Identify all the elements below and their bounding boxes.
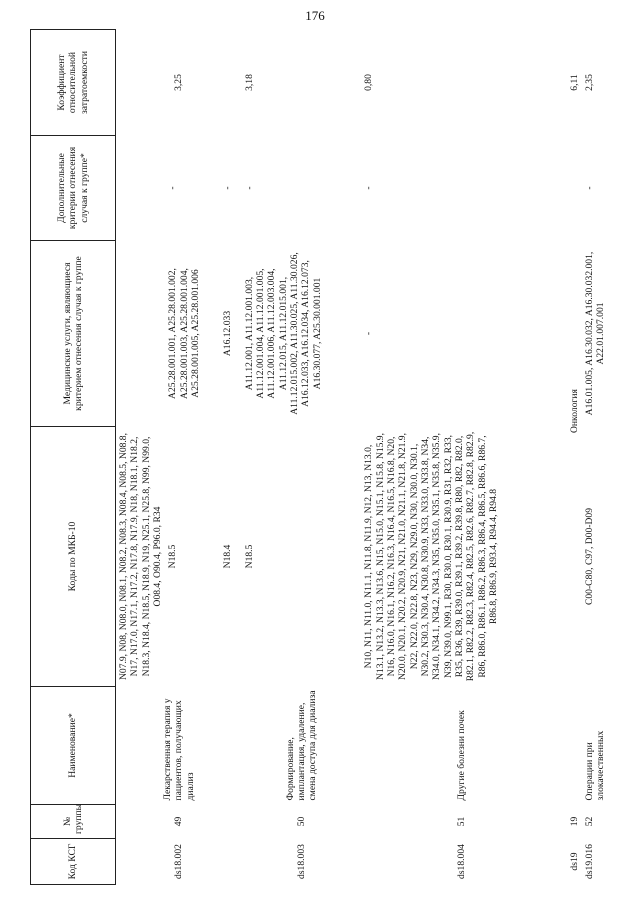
cell-criteria: - bbox=[583, 186, 595, 190]
cell-criteria: - bbox=[221, 186, 233, 190]
header-code: Код КСГ bbox=[31, 839, 116, 885]
cell-coef: 3,18 bbox=[243, 74, 255, 91]
header-name: Наименование* bbox=[31, 687, 116, 805]
header-services: Медицинские услуги, являющиеся критерием отнесения случая к группе bbox=[31, 241, 116, 427]
ksg-table bbox=[30, 29, 620, 885]
header-icd: Коды по МКБ-10 bbox=[31, 427, 116, 687]
cell-services bbox=[116, 241, 166, 427]
cell-name: Операции при злокачественных bbox=[583, 730, 606, 801]
cell-services: - bbox=[363, 331, 375, 336]
cell-icd: C00-C80, C97, D00-D09 bbox=[583, 508, 595, 606]
table-header-row bbox=[31, 30, 116, 885]
cell-name: Лекарственная терапия у пациентов, получающих диализ bbox=[161, 698, 196, 801]
cell-num: 49 bbox=[173, 816, 185, 827]
cell-icd: N10, N11, N11.0, N11.1, N11.8, N11.9, N12, N13, N13.0, N13.1, N13.2, N13.3, N13.6, N15, N15.0, N15.1, N15.8, N15.9, N16, N16.0, N16.1, N16.2, N16.3, N16.4, N16.5, N16.8, N20, N20.0, N20.1, N20.2, N20.9, N21, N21.0, N21.1, N21.8, N21.9, N22, N22.0, N22.8, N23, N29, N29.0, N30, N30.0, N30.1, N30.2, N30.3, N30.4, N30.8, N30.9, N33, N33.0, N33.8, N34, N34.0, N34.1, N34.2, N34.3, N35, N35.0, N35.1, N35.8, N35.9, N39, N39.0, N99.1, R30, R30.0, R30.1, R30.9, R31, R32, R33, R35, R36, R39, R39.0, R39.1, R39.2, R39.8, R80, R82, R82.0, R82.1, R82.2, R82.3, R82.4, R82.5, R82.6, R82.7, R82.8, R82.9, R86, R86.0, R86.1, R86.2, R86.3, R86.4, R86.5, R86.6, R86.7, R86.8, R86.9, R93.4, R94.4, R94.8 bbox=[363, 431, 499, 682]
header-criteria: Дополнительные критерии отнесения случая к группе* bbox=[31, 136, 116, 241]
cell-num: 19 bbox=[569, 816, 581, 827]
cell-icd: N18.5 bbox=[243, 544, 255, 569]
cell-icd: N18.4 bbox=[221, 544, 233, 569]
cell-coef: 6,11 bbox=[569, 74, 581, 91]
cell-num: 51 bbox=[456, 816, 468, 827]
cell-num: 50 bbox=[296, 816, 307, 827]
section-title: Онкология bbox=[569, 389, 581, 433]
cell-code: ds18.002 bbox=[173, 844, 185, 879]
cell-name: Формирование, имплантация, удаление, смена доступа для диализа bbox=[284, 690, 319, 801]
cell-name bbox=[563, 687, 582, 805]
header-num: № группы bbox=[31, 805, 116, 839]
cell-criteria: - bbox=[167, 186, 179, 190]
cell-coef: 3,25 bbox=[173, 74, 185, 91]
cell-code: ds19 bbox=[569, 852, 581, 871]
table-row-51 bbox=[361, 30, 562, 885]
cell-name: Другие болезни почек bbox=[456, 710, 468, 801]
cell-services: A25.28.001.001, A25.28.001.002, A25.28.001.003, A25.28.001.004, A25.28.001.005, A25.28.001.006 bbox=[167, 268, 201, 399]
cell-num: 52 bbox=[583, 816, 595, 827]
rotated-page bbox=[30, 30, 620, 885]
cell-icd: N07.9, N08, N08.0, N08.1, N08.2, N08.3, N08.4, N08.5, N08.8, N17, N17.0, N17.1, N17.2, N17.8, N17.9, N18, N18.1, N18.2, N18.3, N18.4, N18.5, N18.9, N19, N25.1, N25.8, N99, N99.0, O08.4, O90.4, P96.0, R34 bbox=[118, 432, 163, 681]
table-row-52 bbox=[582, 30, 620, 885]
cell-code: ds19.016 bbox=[583, 844, 595, 879]
table-row-50 bbox=[242, 30, 362, 885]
table-row-49 bbox=[116, 30, 166, 885]
cell-code: ds18.003 bbox=[296, 844, 307, 879]
cell-icd: N18.5 bbox=[167, 544, 179, 569]
header-coef: Коэффициент относительной затратоемкости bbox=[31, 30, 116, 136]
cell-criteria: - bbox=[243, 186, 255, 190]
cell-services: A11.12.001, A11.12.001.003, A11.12.001.004, A11.12.001.005, A11.12.001.006, A11.12.003.004, A11.12.015, A11.12.015.001, A11.12.015.002, A11.30.025, A11.30.026, A16.12.033, A16.12.034, A16.12.073, A16.30.077, A25.30.001.001 bbox=[243, 252, 323, 415]
cell-coef: 2,35 bbox=[583, 74, 595, 91]
cell-services: A16.01.005, A16.30.032, A16.30.032.001, A22.01.007.001 bbox=[583, 251, 606, 416]
cell-coef: 0,80 bbox=[363, 74, 375, 91]
cell-criteria bbox=[116, 136, 166, 241]
cell-criteria: - bbox=[363, 186, 375, 190]
table-section-row bbox=[563, 30, 582, 885]
cell-services: A16.12.033 bbox=[221, 310, 233, 357]
page-number: 176 bbox=[305, 8, 325, 23]
cell-code: ds18.004 bbox=[456, 844, 468, 879]
